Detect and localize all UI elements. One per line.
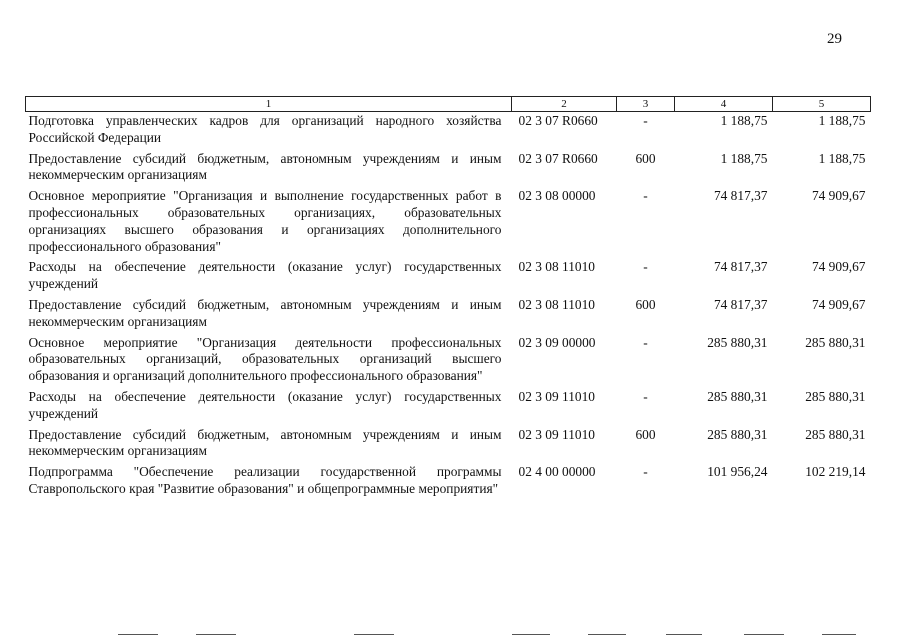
row-expense-type: -	[643, 464, 648, 480]
row-amount-2: 285 880,31	[805, 334, 866, 350]
signature-stroke	[512, 634, 550, 635]
table-row	[26, 464, 871, 502]
row-expense-type: -	[643, 188, 648, 204]
signature-stroke	[354, 634, 394, 635]
row-expense-type: -	[643, 334, 648, 350]
row-name: Расходы на обеспечение деятельности (оказание услуг) государственных учреждений	[28, 388, 502, 421]
signature-stroke	[666, 634, 702, 635]
row-amount-1: 285 880,31	[707, 426, 768, 442]
row-amount-2: 74 909,67	[811, 296, 866, 312]
row-name: Предоставление субсидий бюджетным, автономным учреждениям и иным некоммерческим организациям	[28, 296, 502, 329]
row-expense-type: -	[643, 113, 648, 128]
row-expense-type: 600	[635, 296, 656, 312]
signature-marks	[110, 630, 870, 639]
row-name: Предоставление субсидий бюджетным, автономным учреждениям и иным некоммерческим организациям	[28, 426, 502, 459]
row-expense-type: 600	[635, 150, 656, 166]
row-code: 02 3 07 R0660	[518, 150, 598, 166]
row-name: Основное мероприятие "Организация и выполнение государственных работ в профессиональных образовательных организациях, образовательных организациях высшего образования и организациях дополнительного профессионального образования"	[28, 188, 502, 254]
row-name: Подготовка управленческих кадров для организаций народного хозяйства Российской Федерации	[28, 113, 502, 145]
row-name: Подпрограмма "Обеспечение реализации государственной программы Ставропольского края "Развитие образования" и общепрограммные мероприятия"	[28, 464, 502, 496]
table-row	[26, 259, 871, 297]
table-row	[26, 151, 871, 189]
row-name: Предоставление субсидий бюджетным, автономным учреждениям и иным некоммерческим организациям	[28, 150, 502, 183]
signature-stroke	[196, 634, 236, 635]
signature-stroke	[118, 634, 158, 635]
header-col-2: 2	[512, 97, 617, 112]
row-code: 02 3 09 00000	[518, 334, 596, 350]
row-amount-2: 1 188,75	[818, 113, 866, 128]
row-code: 02 3 08 11010	[518, 296, 595, 312]
row-name: Основное мероприятие "Организация деятельности профессиональных образовательных организаций, образовательных организаций высшего образования и организаций дополнительного профессионального образования"	[28, 334, 502, 384]
row-expense-type: -	[643, 259, 648, 275]
page-number: 29	[827, 31, 842, 47]
row-amount-1: 101 956,24	[707, 464, 768, 480]
table-header	[26, 97, 871, 112]
table-row	[26, 335, 871, 389]
row-amount-2: 102 219,14	[805, 464, 866, 480]
row-amount-1: 74 817,37	[713, 296, 768, 312]
row-amount-1: 1 188,75	[720, 113, 768, 128]
signature-stroke	[588, 634, 626, 635]
row-amount-1: 74 817,37	[713, 259, 768, 275]
row-amount-2: 74 909,67	[811, 188, 866, 204]
header-col-5: 5	[773, 97, 871, 112]
row-code: 02 3 08 11010	[518, 259, 595, 275]
row-amount-2: 285 880,31	[805, 426, 866, 442]
row-expense-type: -	[643, 388, 648, 404]
row-amount-2: 74 909,67	[811, 259, 866, 275]
row-expense-type: 600	[635, 426, 656, 442]
row-code: 02 3 09 11010	[518, 426, 595, 442]
row-code: 02 3 09 11010	[518, 388, 595, 404]
row-code: 02 4 00 00000	[518, 464, 596, 480]
row-code: 02 3 08 00000	[518, 188, 596, 204]
row-amount-1: 1 188,75	[720, 150, 768, 166]
row-amount-1: 285 880,31	[707, 388, 768, 404]
row-code: 02 3 07 R0660	[518, 113, 598, 128]
table-row	[26, 297, 871, 335]
table-row	[26, 112, 871, 151]
table-row	[26, 188, 871, 259]
table-row	[26, 389, 871, 427]
row-amount-1: 285 880,31	[707, 334, 768, 350]
table-row	[26, 427, 871, 465]
table-body	[26, 112, 871, 502]
signature-stroke	[822, 634, 856, 635]
row-amount-1: 74 817,37	[713, 188, 768, 204]
header-col-3: 3	[617, 97, 675, 112]
row-name: Расходы на обеспечение деятельности (оказание услуг) государственных учреждений	[28, 259, 502, 292]
header-row	[26, 97, 871, 112]
header-col-1: 1	[26, 97, 512, 112]
header-col-4: 4	[675, 97, 773, 112]
signature-stroke	[744, 634, 784, 635]
row-amount-2: 285 880,31	[805, 388, 866, 404]
budget-table	[25, 96, 871, 502]
row-amount-2: 1 188,75	[818, 150, 866, 166]
